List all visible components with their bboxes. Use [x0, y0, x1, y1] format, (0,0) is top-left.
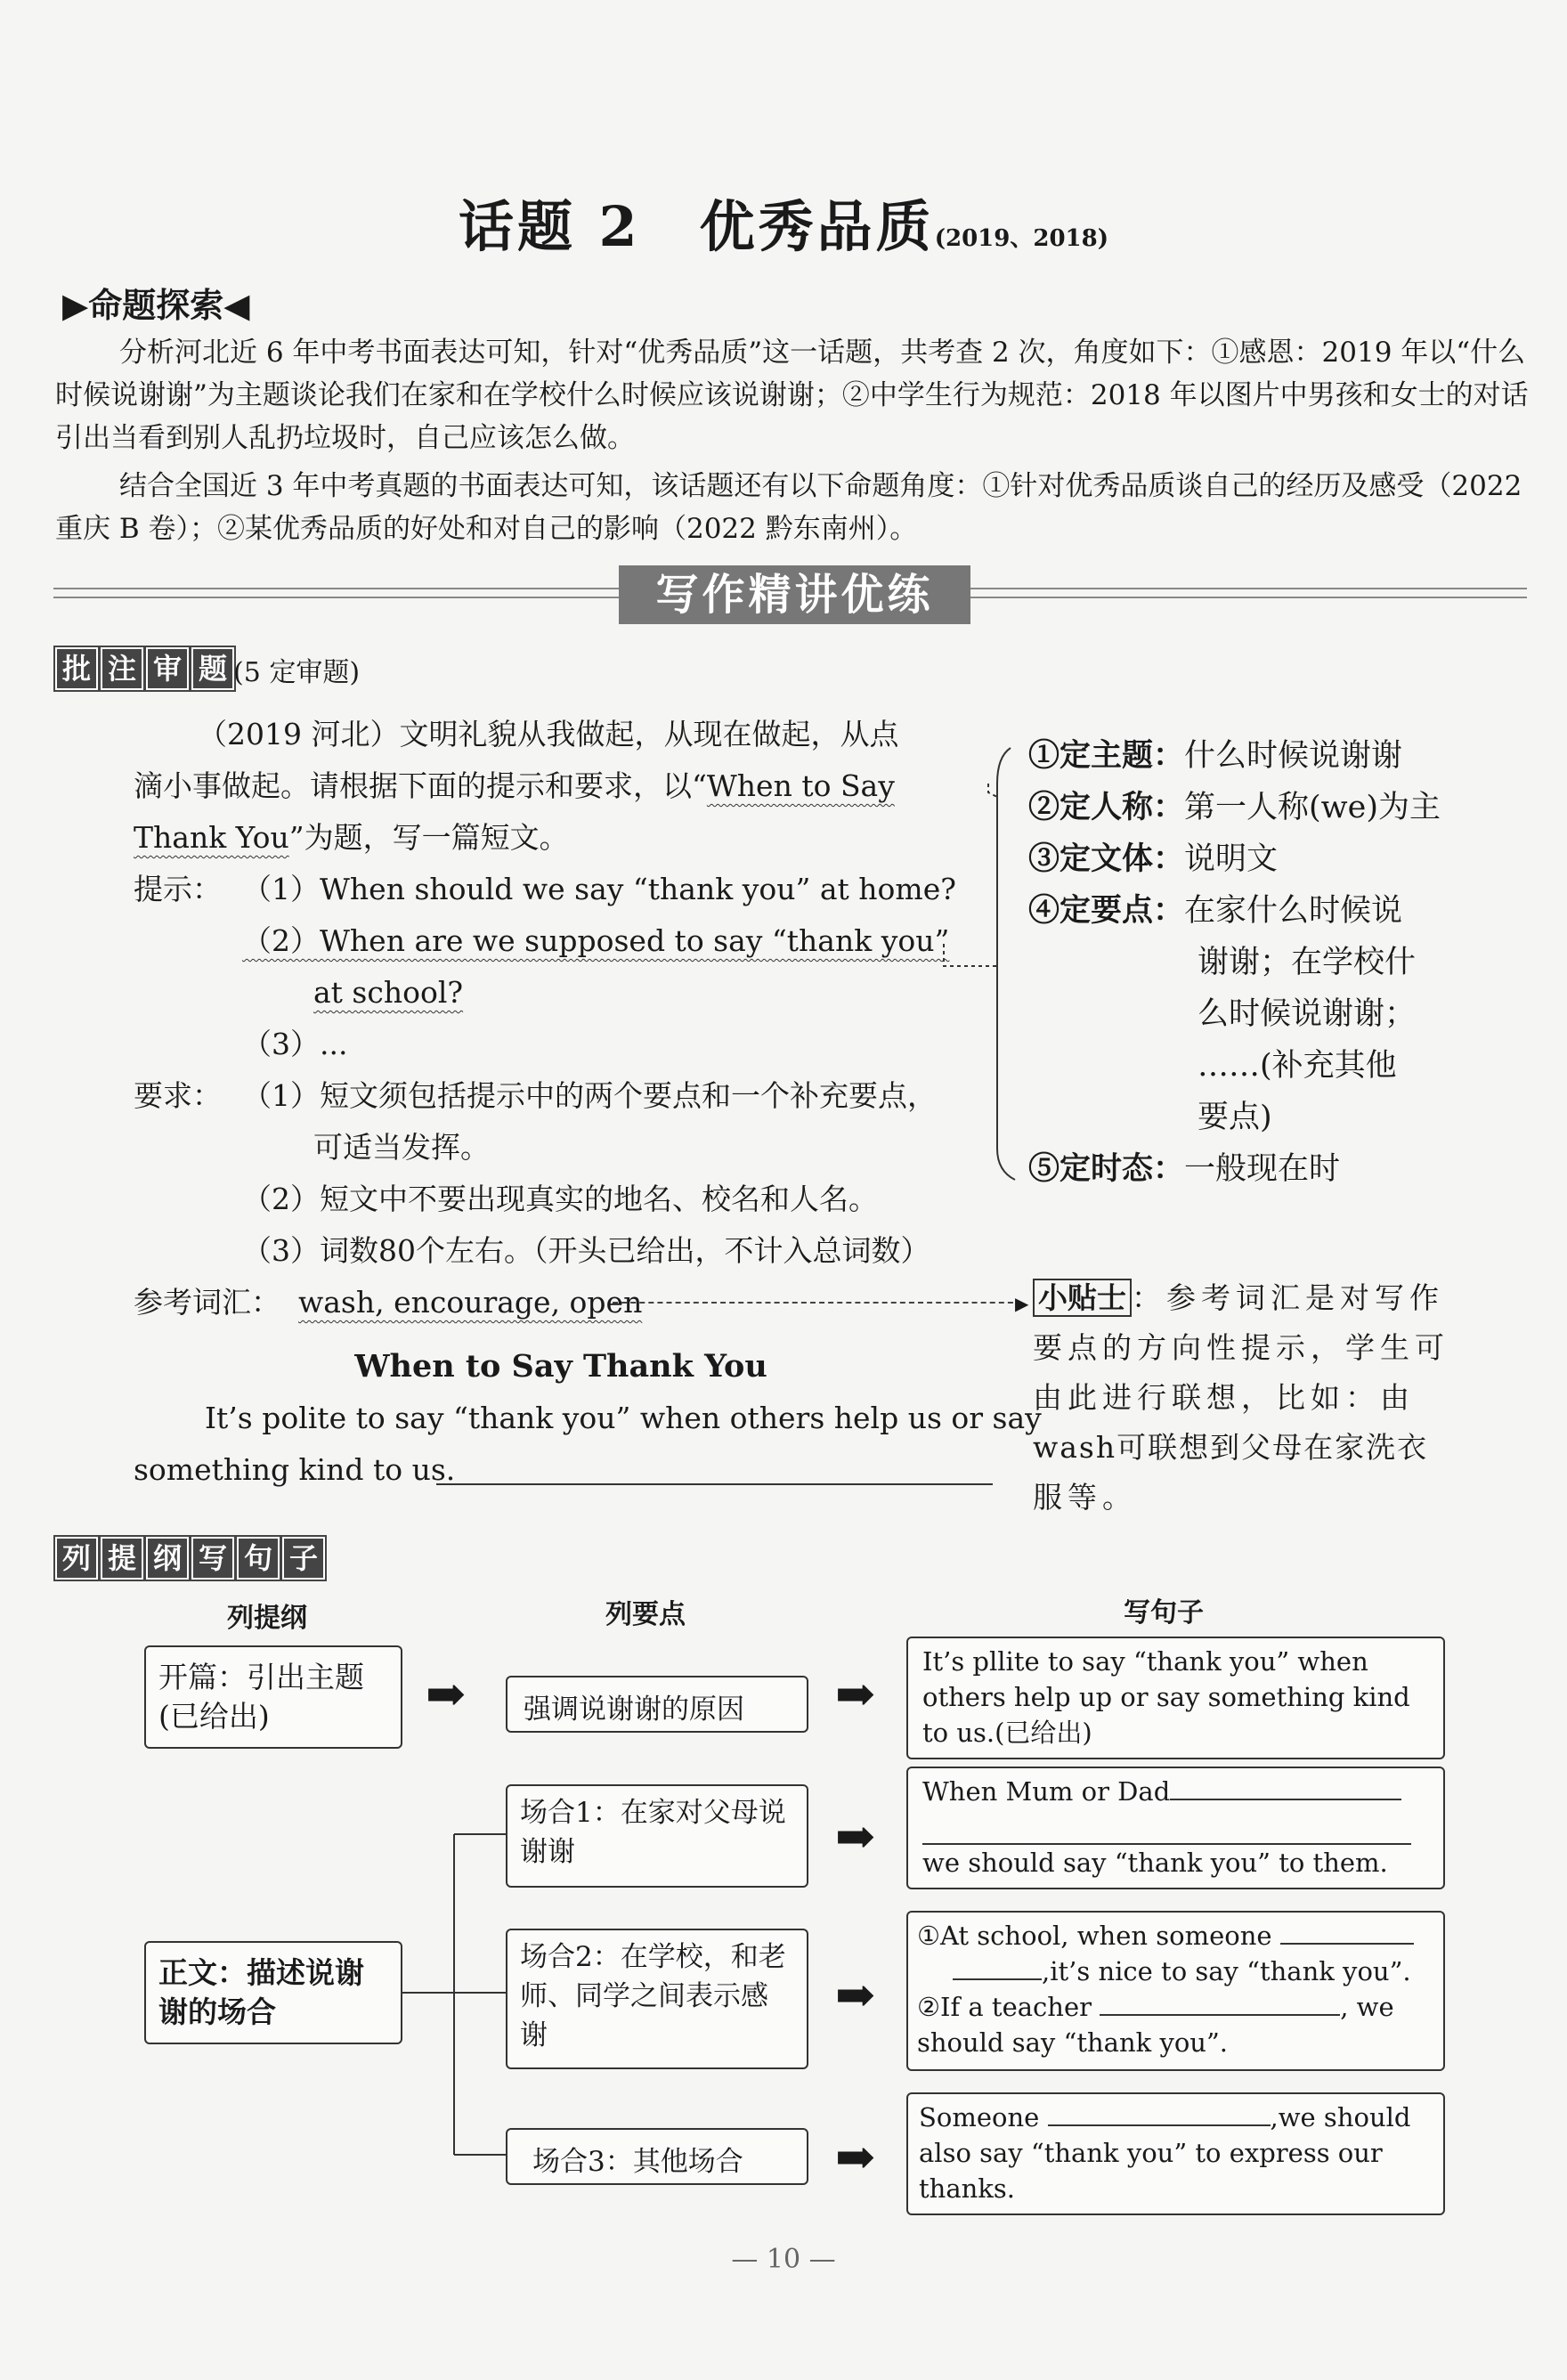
hint-label: 提示：: [134, 872, 222, 906]
req-1b: 可适当发挥。: [313, 1130, 490, 1165]
explore-paragraph-2: 结合全国近 3 年中考真题的书面表达可知，该话题还有以下命题角度：①针对优秀品质谈自己的经历及感受（2022 重庆 B 卷）；②某优秀品质的好处和对自己的影响（2022 黔东南州）。: [55, 470, 1522, 545]
hint-3: （3）...: [242, 1027, 348, 1061]
prompt-line-3: Thank You”为题，写一篇短文。: [134, 820, 569, 855]
hint-2: （2）When are we supposed to say “thank you”: [242, 923, 950, 958]
page-number: — 10 —: [731, 2244, 836, 2275]
blank[interactable]: [953, 1978, 1042, 1980]
annotate-tag: 批 注 审 题: [55, 647, 237, 690]
blank[interactable]: [1280, 1943, 1414, 1945]
req-3: （3）词数80个左右。（开头已给出，不计入总词数）: [242, 1233, 930, 1268]
prompt-line-1: （2019 河北）文明礼貌从我做起，从现在做起，从点: [198, 717, 899, 751]
section-banner: 写作精讲优练: [619, 565, 970, 624]
five-points-list: [1028, 730, 1563, 1195]
tip-label: 小贴士: [1033, 1279, 1132, 1317]
point-box-home: 场合1：在家对父母说谢谢: [506, 1784, 808, 1888]
blank[interactable]: [922, 1809, 1411, 1845]
arrow-right-icon: ➡: [835, 2128, 876, 2185]
col-head-points: 列要点: [605, 1599, 686, 1630]
essay-line-1: It’s polite to say “thank you” when others help us or say: [205, 1401, 1042, 1435]
five-point-5: ⑤定时态：一般现在时: [1028, 1150, 1341, 1187]
hint-1: （1）When should we say “thank you” at home?: [242, 872, 956, 906]
blank[interactable]: [1170, 1799, 1401, 1800]
explore-paragraph-1: 分析河北近 6 年中考书面表达可知，针对“优秀品质”这一话题，共考查 2 次，角度如下：①感恩：2019 年以“什么时候说谢谢”为主题谈论我们在家和在学校什么时候应该说谢谢；②中学生行为规范：2018 年以图片中男孩和女士的对话引出当看到别人乱扔垃圾时，自己应该怎么做。: [55, 337, 1529, 454]
req-2: （2）短文中不要出现真实的地名、校名和人名。: [242, 1182, 878, 1216]
sentence-box-3: ①At school, when someone ,it’s nice to say “thank you”. ②If a teacher , we should say “thank you”.: [906, 1911, 1445, 2071]
essay-blank-line: [436, 1483, 993, 1485]
sentence-box-4: Someone ,we should also say “thank you” to express our thanks.: [906, 2092, 1445, 2215]
five-point-4-cont: 要点): [1198, 1100, 1272, 1135]
page-title: [0, 183, 1567, 262]
vocab-label: 参考词汇：: [134, 1285, 280, 1320]
five-point-4: ④定要点：在家什么时候说: [1028, 892, 1403, 929]
hint-2b: at school?: [313, 975, 464, 1010]
vocab-arrow-icon: ▶: [1015, 1293, 1029, 1314]
body-box: 正文：描述说谢谢的场合: [144, 1941, 402, 2044]
five-point-2: ②定人称：第一人称(we)为主: [1028, 789, 1441, 825]
sentence-box-2: When Mum or Dad we should say “thank you” to them.: [906, 1767, 1445, 1889]
title-text: 话题 2 优秀品质: [458, 194, 935, 259]
title-years: (2019、2018): [934, 225, 1109, 252]
blank[interactable]: [1100, 2014, 1340, 2016]
tree-connector: [401, 1816, 516, 2173]
col-head-outline: 列提纲: [227, 1603, 307, 1634]
arrow-right-icon: ➡: [835, 1807, 876, 1864]
arrow-right-icon: ➡: [426, 1665, 467, 1722]
essay-line-2: something kind to us.: [134, 1452, 456, 1487]
explore-heading: ▶命题探索◀: [62, 286, 250, 325]
blank[interactable]: [1048, 2124, 1271, 2126]
point-box-school: 场合2：在学校，和老师、同学之间表示感谢: [506, 1929, 808, 2069]
five-point-4-cont: 么时候说谢谢；: [1198, 996, 1417, 1032]
essay-title: When to Say Thank You: [354, 1348, 767, 1385]
five-point-4-cont: 谢谢；在学校什: [1198, 945, 1417, 980]
annotate-subtitle: (5 定审题): [233, 657, 361, 688]
intro-box: 开篇：引出主题(已给出): [144, 1645, 402, 1749]
prompt-line-2: 滴小事做起。请根据下面的提示和要求，以“When to Say: [134, 768, 895, 803]
five-point-3: ③定文体：说明文: [1028, 841, 1279, 877]
brace-connector: [926, 730, 1033, 1193]
vocab-dashed-line: [613, 1302, 1022, 1304]
point-box-reason: 强调说谢谢的原因: [506, 1676, 808, 1733]
point-box-other: 场合3：其他场合: [506, 2128, 808, 2185]
tip-box: 小贴士 ：参考词汇是对写作 要点的方向性提示，学生可 由此进行联想，比如：由 wash可联想到父母在家洗衣 服等。: [1033, 1280, 1449, 1515]
arrow-right-icon: ➡: [835, 1966, 876, 2023]
req-1: （1）短文须包括提示中的两个要点和一个补充要点，: [242, 1078, 937, 1113]
sentence-box-1: It’s pllite to say “thank you” when others help up or say something kind to us.(已给出): [906, 1637, 1445, 1759]
arrow-right-icon: ➡: [835, 1665, 876, 1722]
outline-tag: 列 提 纲 写 句 子: [55, 1537, 328, 1580]
five-point-4-cont: ……(补充其他: [1198, 1048, 1397, 1084]
col-head-sentences: 写句子: [1124, 1597, 1204, 1629]
five-point-1: ①定主题：什么时候说谢谢: [1028, 737, 1403, 774]
vocab-words: wash, encourage, open: [298, 1285, 643, 1320]
req-label: 要求：: [134, 1078, 222, 1113]
